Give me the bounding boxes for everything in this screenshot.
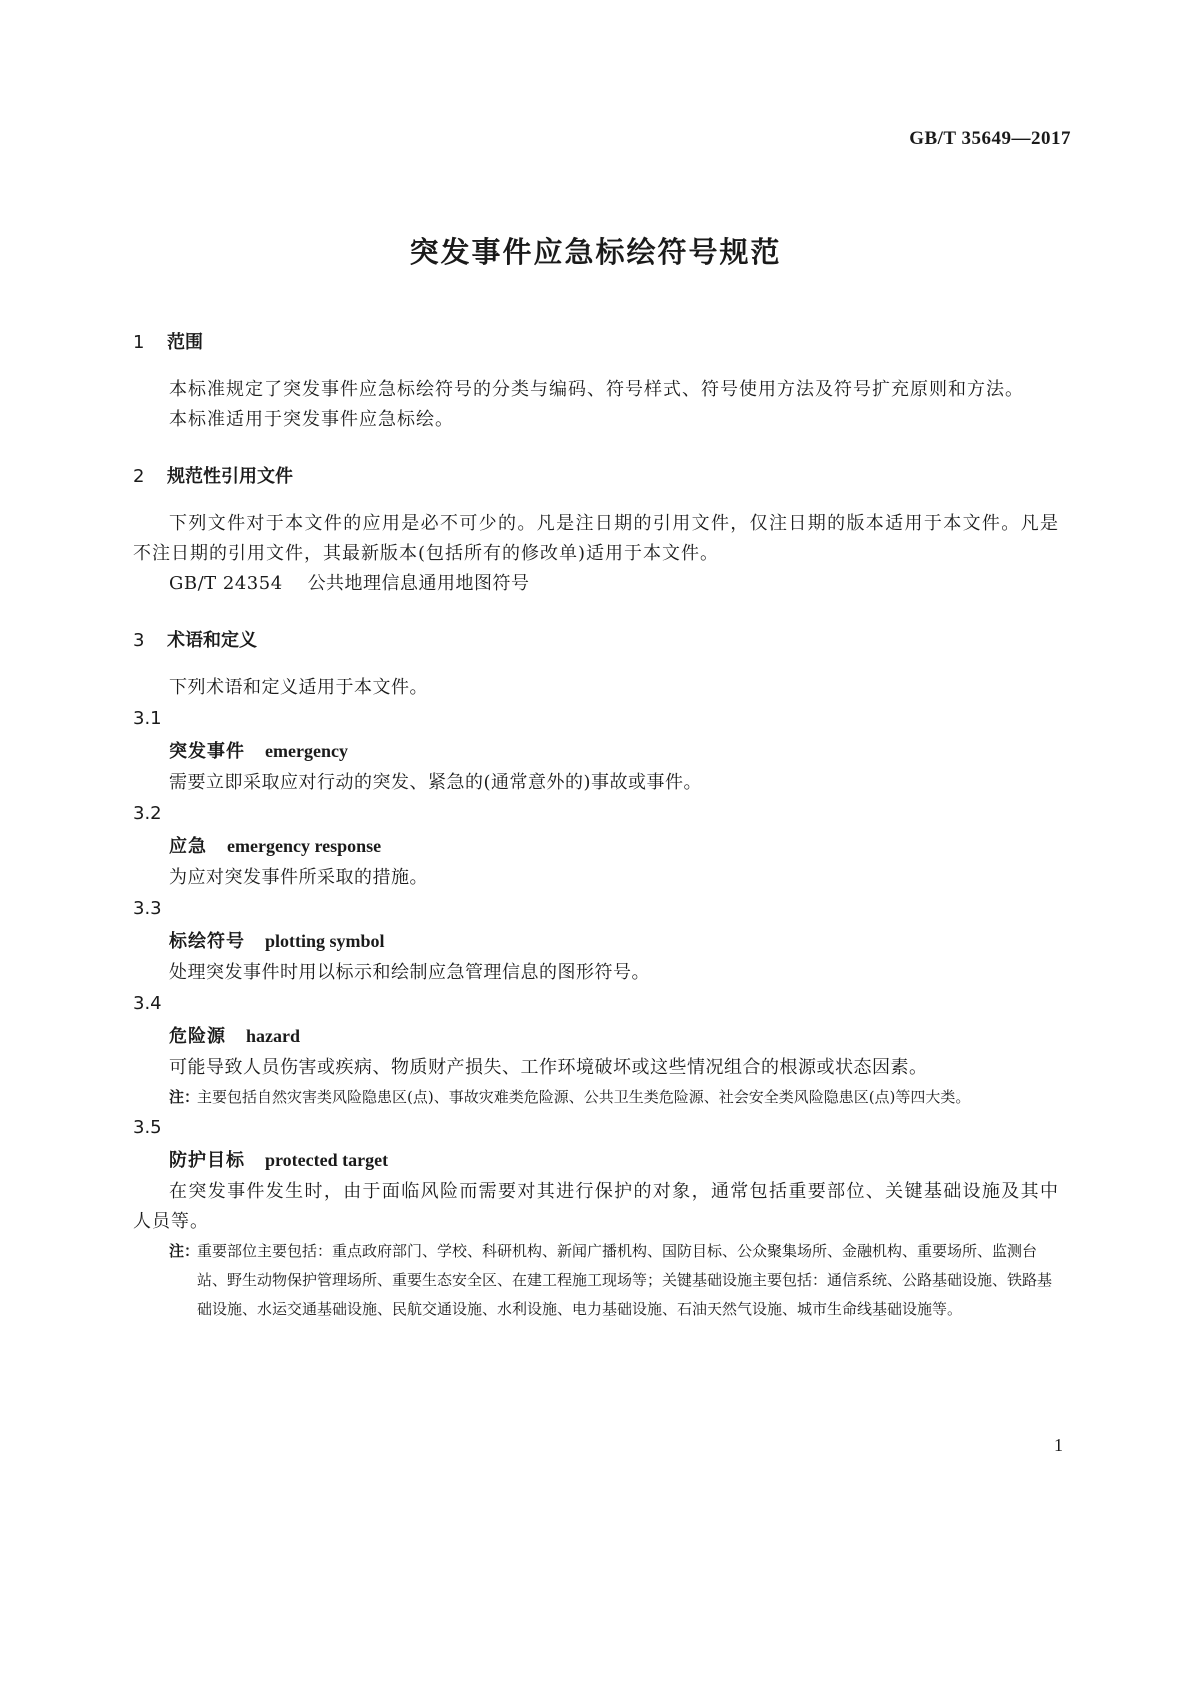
term-heading [133, 830, 1059, 863]
section-title: 术语和定义 [167, 630, 257, 651]
section-3-heading [133, 625, 1059, 657]
term-en: emergency response [227, 836, 382, 856]
term-number: 3.4 [133, 993, 162, 1014]
note-text: 主要包括自然灾害类风险隐患区(点)、事故灾难类危险源、公共卫生类危险源、社会安全类风险隐患区(点)等四大类。 [197, 1088, 971, 1106]
term-heading [133, 925, 1059, 958]
note-label: 注： [169, 1088, 200, 1106]
note-label: 注： [169, 1242, 200, 1260]
term-definition: 处理突发事件时用以标示和绘制应急管理信息的图形符号。 [169, 962, 650, 983]
section-title: 范围 [167, 332, 203, 353]
term-note [133, 1083, 1059, 1112]
term-zh: 应急 [169, 836, 207, 857]
scope-paragraph-1: 本标准规定了突发事件应急标绘符号的分类与编码、符号样式、符号使用方法及符号扩充原则和方法。 [169, 379, 1024, 400]
normative-references-paragraph: 下列文件对于本文件的应用是必不可少的。凡是注日期的引用文件，仅注日期的版本适用于本文件。凡是不注日期的引用文件，其最新版本(包括所有的修改单)适用于本文件。 [133, 513, 1059, 564]
page-number: 1 [1054, 1435, 1063, 1455]
term-heading [133, 1144, 1059, 1177]
term-heading [133, 1020, 1059, 1053]
reference-entry [133, 569, 1059, 599]
term-definition: 为应对突发事件所采取的措施。 [169, 867, 428, 888]
term-note [133, 1237, 1059, 1324]
section-number: 3 [133, 630, 145, 651]
document-body [133, 327, 1059, 1324]
term-zh: 标绘符号 [169, 931, 245, 952]
reference-code: GB/T 24354 [169, 573, 283, 594]
term-number: 3.5 [133, 1117, 162, 1138]
reference-title: 公共地理信息通用地图符号 [307, 573, 530, 594]
section-number: 2 [133, 466, 145, 487]
term-number: 3.2 [133, 803, 162, 824]
term-zh: 突发事件 [169, 741, 245, 762]
term-definition: 在突发事件发生时，由于面临风险而需要对其进行保护的对象，通常包括重要部位、关键基础设施及其中人员等。 [133, 1181, 1059, 1232]
section-1-heading [133, 327, 1059, 359]
term-number: 3.1 [133, 708, 162, 729]
term-en: protected target [265, 1150, 389, 1170]
section-title: 规范性引用文件 [167, 466, 293, 487]
standard-number: GB/T 35649—2017 [909, 128, 1071, 149]
term-zh: 防护目标 [169, 1150, 245, 1171]
document-title: 突发事件应急标绘符号规范 [409, 235, 782, 269]
section-number: 1 [133, 332, 145, 353]
note-text: 重要部位主要包括：重点政府部门、学校、科研机构、新闻广播机构、国防目标、公众聚集场所、金融机构、重要场所、监测台站、野生动物保护管理场所、重要生态安全区、在建工程施工现场等；关键基础设施主要包括：通信系统、公路基础设施、铁路基础设施、水运交通基础设施、民航交通设施、水利设施、电力基础设施、石油天然气设施、城市生命线基础设施等。 [197, 1242, 1053, 1318]
term-en: hazard [246, 1026, 300, 1046]
section-2-heading [133, 461, 1059, 493]
term-number: 3.3 [133, 898, 162, 919]
term-zh: 危险源 [169, 1026, 226, 1047]
term-en: plotting symbol [265, 931, 385, 951]
scope-paragraph-2: 本标准适用于突发事件应急标绘。 [169, 409, 454, 430]
term-definition: 需要立即采取应对行动的突发、紧急的(通常意外的)事故或事件。 [169, 772, 703, 793]
term-en: emergency [265, 741, 348, 761]
term-heading [133, 735, 1059, 768]
terms-intro: 下列术语和定义适用于本文件。 [169, 677, 428, 698]
term-definition: 可能导致人员伤害或疾病、物质财产损失、工作环境破坏或这些情况组合的根源或状态因素。 [169, 1057, 928, 1078]
